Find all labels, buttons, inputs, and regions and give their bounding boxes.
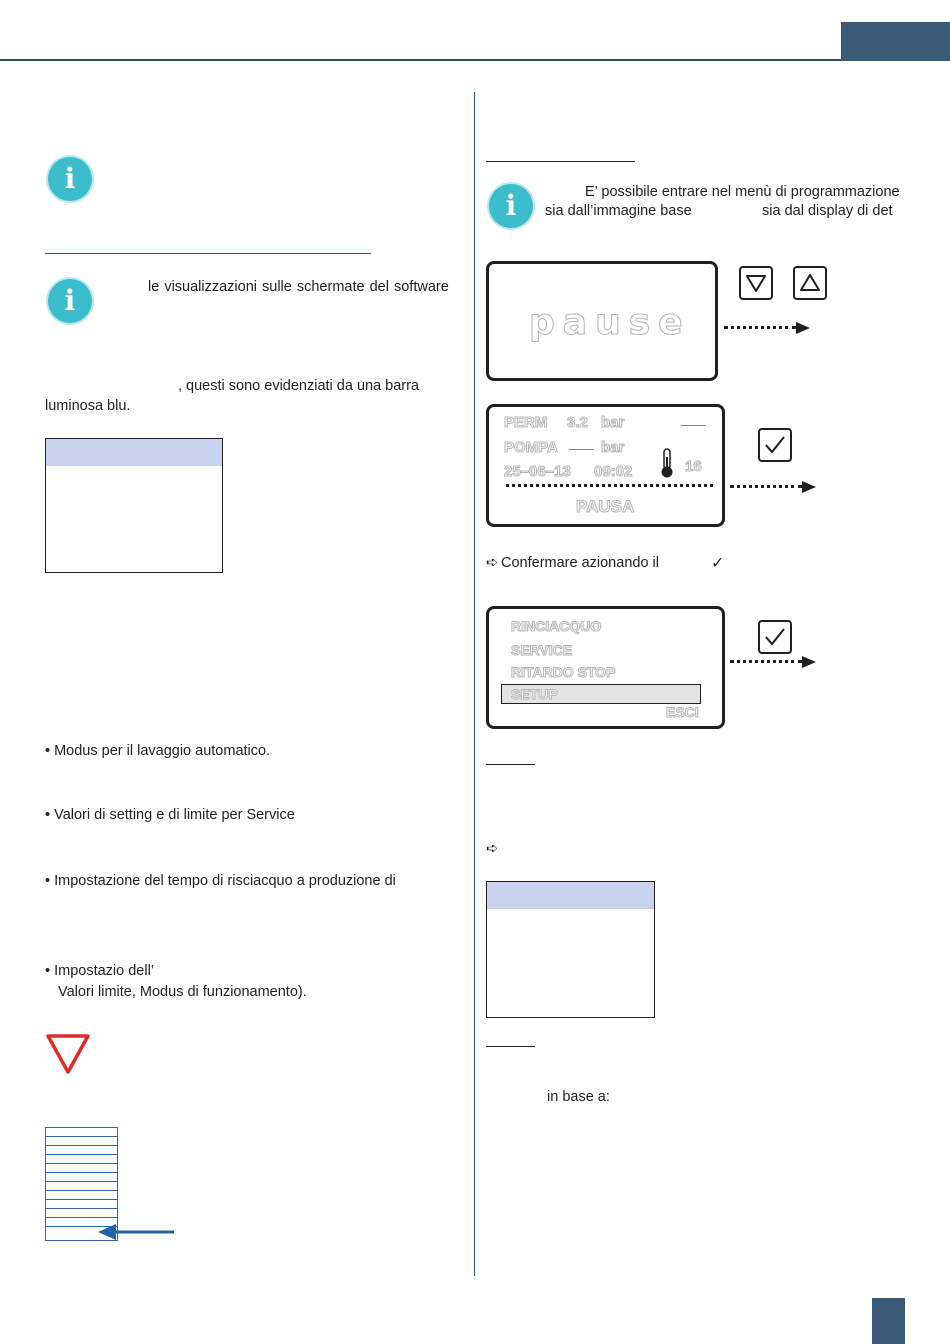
check-icon [760, 622, 790, 652]
status-text: PAUSA [576, 497, 635, 516]
exit-label: ESCI [666, 704, 699, 720]
header-rule [0, 59, 950, 61]
pointer-arrow-icon [96, 1222, 178, 1242]
arrow-down-icon [741, 268, 771, 298]
highlight-bar [46, 439, 222, 466]
header-tab-block [841, 22, 950, 61]
pause-text: pause [529, 302, 691, 343]
info-text: sia dall’immagine base [545, 203, 692, 219]
highlight-bar [487, 882, 654, 909]
info-text: E’ possibile entrare nel menù di programmazione [585, 184, 900, 200]
flow-arrow-line [730, 485, 802, 488]
thermometer-icon [659, 447, 675, 479]
bullet-item: • Modus per il lavaggio automatico. [45, 743, 271, 759]
info-icon: i [489, 184, 533, 228]
bullet-item: • Impostazio dell’ [45, 963, 155, 979]
section-underline [486, 161, 635, 162]
arrow-up-icon [795, 268, 825, 298]
check-icon [760, 430, 790, 460]
temperature-readout: 16 [685, 458, 702, 475]
flow-arrow-line [724, 326, 796, 329]
paragraph-line: , questi sono evidenziati da una barra [178, 378, 420, 394]
flow-arrow-head [802, 656, 816, 668]
info-icon: i [48, 279, 92, 323]
paragraph-line: luminosa blu. [45, 398, 131, 414]
info-text: le visualizzazioni sulle schermate del software [148, 279, 449, 295]
pompa-label: POMPA [504, 439, 558, 456]
date-readout: 25–06–13 [504, 463, 571, 480]
arrow-bullet-icon: ➪ [486, 555, 499, 571]
display-screen-pause [486, 261, 718, 381]
arrow-up-button [793, 266, 827, 300]
flow-arrow-head [802, 481, 816, 493]
display-screen-menu [486, 606, 725, 729]
menu-example-box [45, 438, 223, 573]
display-screen-status [486, 404, 725, 527]
info-icon: i [48, 157, 92, 201]
menu-item: RINCIACQUO [511, 618, 602, 634]
perm-value: 3.2 [567, 414, 588, 431]
perm-extra: ___ [681, 411, 707, 428]
menu-example-box [486, 881, 655, 1018]
bullet-item: • Valori di setting e di limite per Service [45, 807, 295, 823]
perm-label: PERM [504, 414, 548, 431]
bullet-item: • Impostazione del tempo di risciacquo a produzione di [45, 873, 396, 889]
pompa-unit: bar [601, 439, 625, 456]
menu-item: RITARDO STOP [511, 664, 616, 680]
info-text: sia dal display di det [762, 203, 893, 219]
menu-item-selected: SETUP [511, 686, 558, 702]
perm-unit: bar [601, 414, 625, 431]
pompa-value: ___ [569, 435, 595, 452]
warning-triangle-icon [45, 1033, 91, 1075]
confirm-button [758, 428, 792, 462]
bullet-item-continued: Valori limite, Modus di funzionamento). [58, 984, 307, 1000]
progress-dots [506, 484, 713, 487]
column-divider [474, 92, 475, 1276]
confirm-text: Confermare azionando il [501, 555, 659, 571]
section-underline [486, 1046, 535, 1047]
section-underline [45, 253, 371, 254]
menu-item: SERVICE [511, 642, 573, 658]
page-number-block [872, 1298, 905, 1344]
arrow-down-button [739, 266, 773, 300]
body-text: in base a: [547, 1089, 610, 1105]
time-readout: 09:02 [594, 463, 633, 480]
check-mark-glyph: ✓ [711, 553, 725, 572]
arrow-bullet-icon: ➪ [486, 841, 499, 857]
flow-arrow-head [796, 322, 810, 334]
section-underline [486, 764, 535, 765]
flow-arrow-line [730, 660, 802, 663]
confirm-button [758, 620, 792, 654]
